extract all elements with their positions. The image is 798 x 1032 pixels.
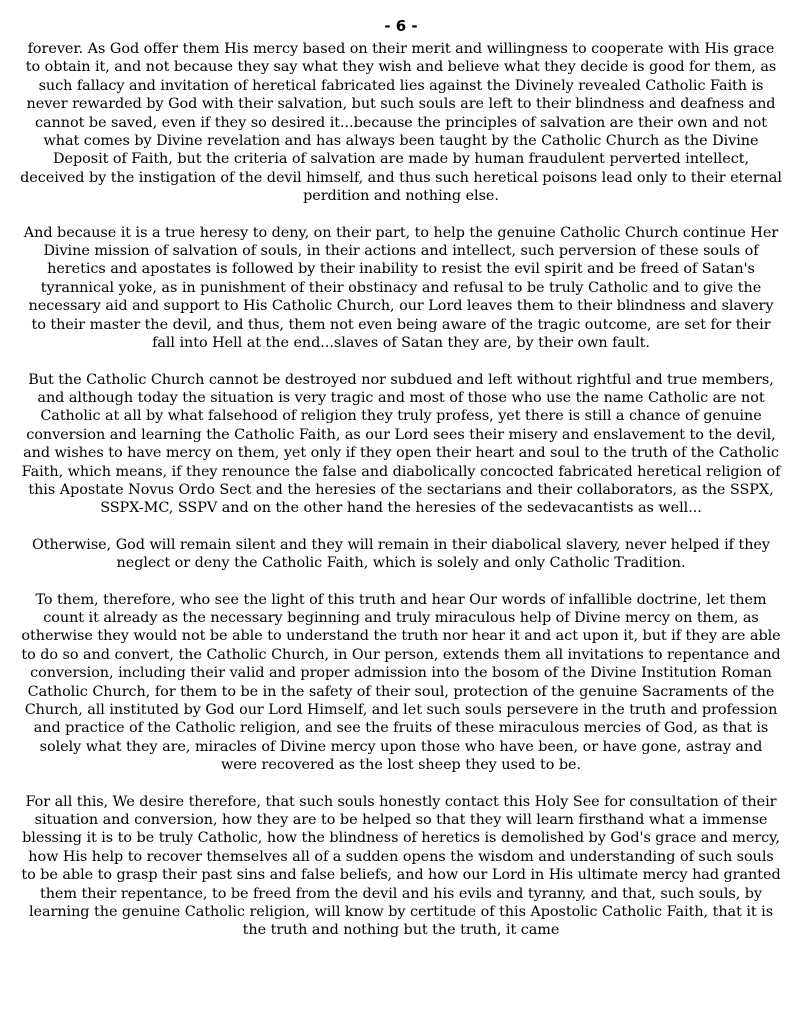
paragraph-2: And because it is a true heresy to deny, on their part, to help the genuine Catholic Church continue Her Divine mission of salvation of souls, in their actions and intellect, such perversion of these souls of heretics and apostates is followed by their inability to resist the evil spirit and be freed of Satan's tyrannical yoke, as in punishment of their obstinacy and refusal to be truly Catholic and to give the necessary aid and support to His Catholic Church, our Lord leaves them to their blindness and slavery to their master the devil, and thus, them not even being aware of the tragic outcome, are set for their fall into Hell at the end...slaves of Satan they are, by their own fault. bbox=[23, 224, 779, 352]
paragraph-4: Otherwise, God will remain silent and they will remain in their diabolical slavery, never helped if they neglect or deny the Catholic Faith, which is solely and only Catholic Tradition. bbox=[32, 536, 770, 572]
document-page bbox=[20, 14, 782, 958]
page-number: - 6 - bbox=[384, 17, 418, 35]
paragraph-1: forever. As God offer them His mercy based on their merit and willingness to cooperate with His grace to obtain it, and not because they say what they wish and believe what they decide is good for them, as such fallacy and invitation of heretical fabricated lies against the Divinely revealed Catholic Faith is never rewarded by God with their salvation, but such souls are left to their blindness and deafness and cannot be saved, even if they so desired it...because the principles of salvation are their own and not what comes by Divine revelation and has always been taught by the Catholic Church as the Divine Deposit of Faith, but the criteria of salvation are made by human fraudulent perverted intellect, deceived by the instigation of the devil himself, and thus such heretical poisons lead only to their eternal perdition and nothing else. bbox=[20, 41, 782, 205]
paragraph-5: To them, therefore, who see the light of this truth and hear Our words of infallible doctrine, let them count it already as the necessary beginning and truly miraculous help of Divine mercy on them, as otherwise they would not be able to understand the truth nor hear it and act upon it, but if they are able to do so and convert, the Catholic Church, in Our person, extends them all invitations to repentance and conversion, including their valid and proper admission into the bosom of the Divine Institution Roman Catholic Church, for them to be in the safety of their soul, protection of the genuine Sacraments of the Church, all instituted by God our Lord Himself, and let such souls persevere in the truth and profession and practice of the Catholic religion, and see the fruits of these miraculous mercies of God, as that is solely what they are, miracles of Divine mercy upon those who have been, or have gone, astray and were recovered as the lost sheep they used to be. bbox=[21, 591, 781, 774]
paragraph-6: For all this, We desire therefore, that such souls honestly contact this Holy See for consultation of their situation and conversion, how they are to be helped so that they will learn firsthand what a immense blessing it is to be truly Catholic, how the blindness of heretics is demolished by God's grace and mercy, how His help to recover themselves all of a sudden opens the wisdom and understanding of such souls to be able to grasp their past sins and false beliefs, and how our Lord in His ultimate mercy had granted them their repentance, to be freed from the devil and his evils and tyranny, and that, such souls, by learning the genuine Catholic religion, will know by certitude of this Apostolic Catholic Faith, that it is the truth and nothing but the truth, it came bbox=[21, 793, 781, 939]
paragraph-3: But the Catholic Church cannot be destroyed nor subdued and left without rightful and true members, and although today the situation is very tragic and most of those who use the name Catholic are not Catholic at all by what falsehood of religion they truly profess, yet there is still a chance of genuine conversion and learning the Catholic Faith, as our Lord sees their misery and enslavement to the devil, and wishes to have mercy on them, yet only if they open their heart and soul to the truth of the Catholic Faith, which means, if they renounce the false and diabolically concocted fabricated heretical religion of this Apostate Novus Ordo Sect and the heresies of the sectarians and their collaborators, as the SSPX, SSPX-MC, SSPV and on the other hand the heresies of the sedevacantists as well... bbox=[21, 371, 781, 517]
